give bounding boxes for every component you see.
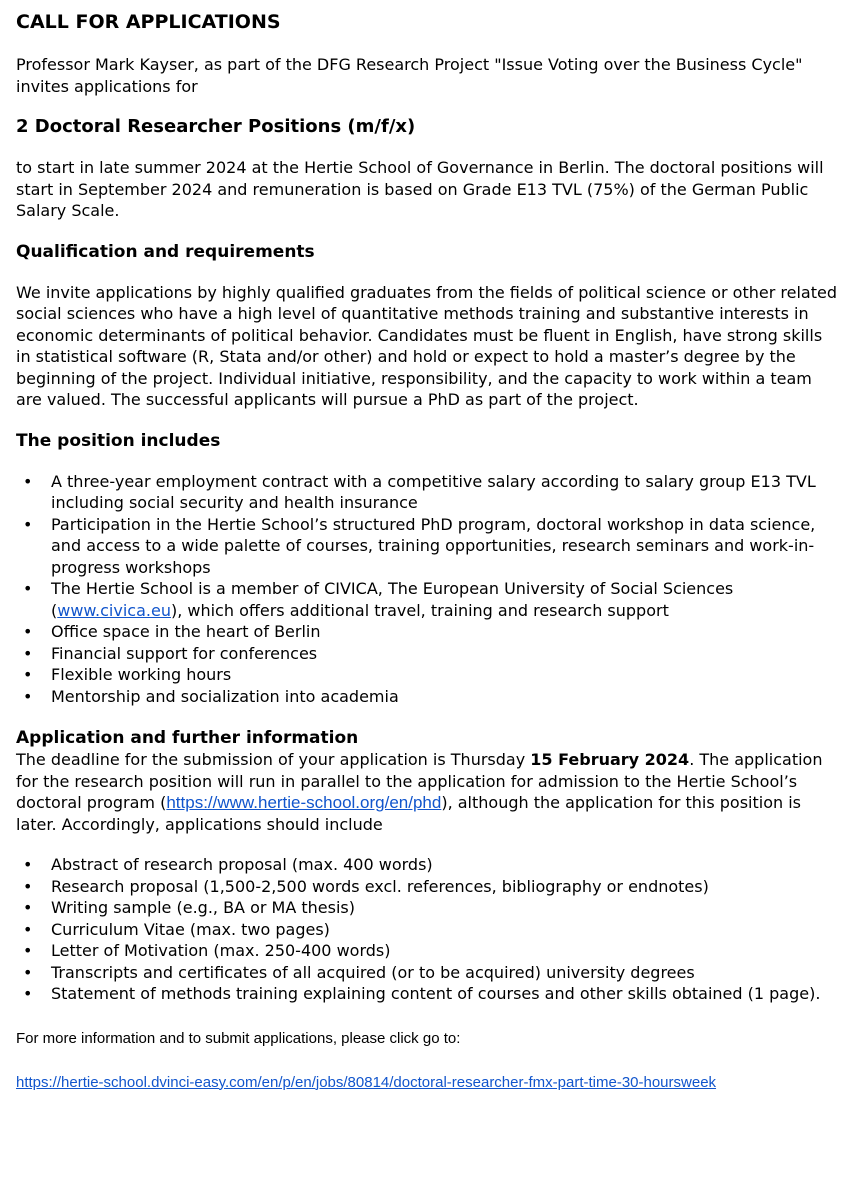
list-item: • Abstract of research proposal (max. 400 words) (16, 854, 838, 876)
application-heading: Application and further information (16, 728, 359, 748)
list-item: • Transcripts and certificates of all acquired (or to be acquired) university degrees (16, 962, 838, 984)
list-item: • Participation in the Hertie School’s structured PhD program, doctoral workshop in data science, and access to a wide palette of courses, training opportunities, research seminars and work-in-progress workshops (16, 514, 838, 579)
qualification-paragraph: We invite applications by highly qualified graduates from the fields of political science or other related social sciences who have a high level of quantitative methods training and substantive interests in economic determinants of political behavior. Candidates must be fluent in English, have strong skills in statistical software (R, Stata and/or other) and hold or expect to hold a master’s degree by the beginning of the project. Individual initiative, responsibility, and the capacity to work within a team are valued. The successful applicants will pursue a PhD as part of the project. (16, 282, 837, 409)
application-requirements-list (16, 854, 838, 1005)
civica-text-after: ), which offers additional travel, training and research support (170, 600, 669, 620)
footer-link-line (16, 1073, 838, 1093)
civica-link[interactable]: www.civica.eu (57, 600, 171, 620)
position-paragraph: to start in late summer 2024 at the Hertie School of Governance in Berlin. The doctoral positions will start in September 2024 and remuneration is based on Grade E13 TVL (75%) of the German Public Salary Scale. (16, 158, 824, 220)
program-link[interactable]: https://www.hertie-school.org/en/phd (166, 793, 442, 812)
list-item: • A three-year employment contract with a competitive salary according to salary group E13 TVL including social security and health insurance (16, 471, 838, 514)
list-item: • Research proposal (1,500-2,500 words excl. references, bibliography or endnotes) (16, 876, 838, 898)
application-portal-link[interactable]: https://hertie-school.dvinci-easy.com/en/p/en/jobs/80814/doctoral-researcher-fmx-part-time-30-hoursweek (16, 1073, 717, 1091)
list-item (16, 578, 838, 621)
list-item: • Letter of Motivation (max. 250-400 words) (16, 940, 838, 962)
list-item: • Flexible working hours (16, 664, 838, 686)
list-item: • Statement of methods training explaining content of courses and other skills obtained (1 page). (16, 983, 838, 1005)
list-item: • Financial support for conferences (16, 643, 838, 665)
civica-text-before: The Hertie School is a member of CIVICA, The European University of Social Sciences ( (51, 579, 734, 620)
document-page (16, 10, 838, 1093)
list-item: • Writing sample (e.g., BA or MA thesis) (16, 897, 838, 919)
includes-list (16, 471, 838, 708)
list-item: • Curriculum Vitae (max. two pages) (16, 919, 838, 941)
intro-paragraph: Professor Mark Kayser, as part of the DFG Research Project "Issue Voting over the Business Cycle" invites applications for (16, 55, 803, 96)
deadline-text-after: . The application for the research position will run in parallel to the application for admission to the Hertie School’s doctoral program ( (16, 750, 823, 812)
deadline-text: The deadline for the submission of your application is Thursday (16, 750, 531, 769)
includes-heading: The position includes (16, 430, 221, 451)
qualification-heading: Qualification and requirements (16, 241, 315, 262)
application-text-after-link: ), although the application for this position is later. Accordingly, applications should include (16, 793, 802, 834)
position-title: 2 Doctoral Researcher Positions (m/f/x) (16, 116, 416, 137)
list-item: • Mentorship and socialization into academia (16, 686, 838, 708)
application-paragraph (16, 749, 838, 835)
deadline-date: 15 February 2024 (530, 750, 690, 769)
list-item: • Office space in the heart of Berlin (16, 621, 838, 643)
footer-text: For more information and to submit applications, please click go to: (16, 1029, 461, 1047)
page-title: CALL FOR APPLICATIONS (16, 11, 281, 33)
